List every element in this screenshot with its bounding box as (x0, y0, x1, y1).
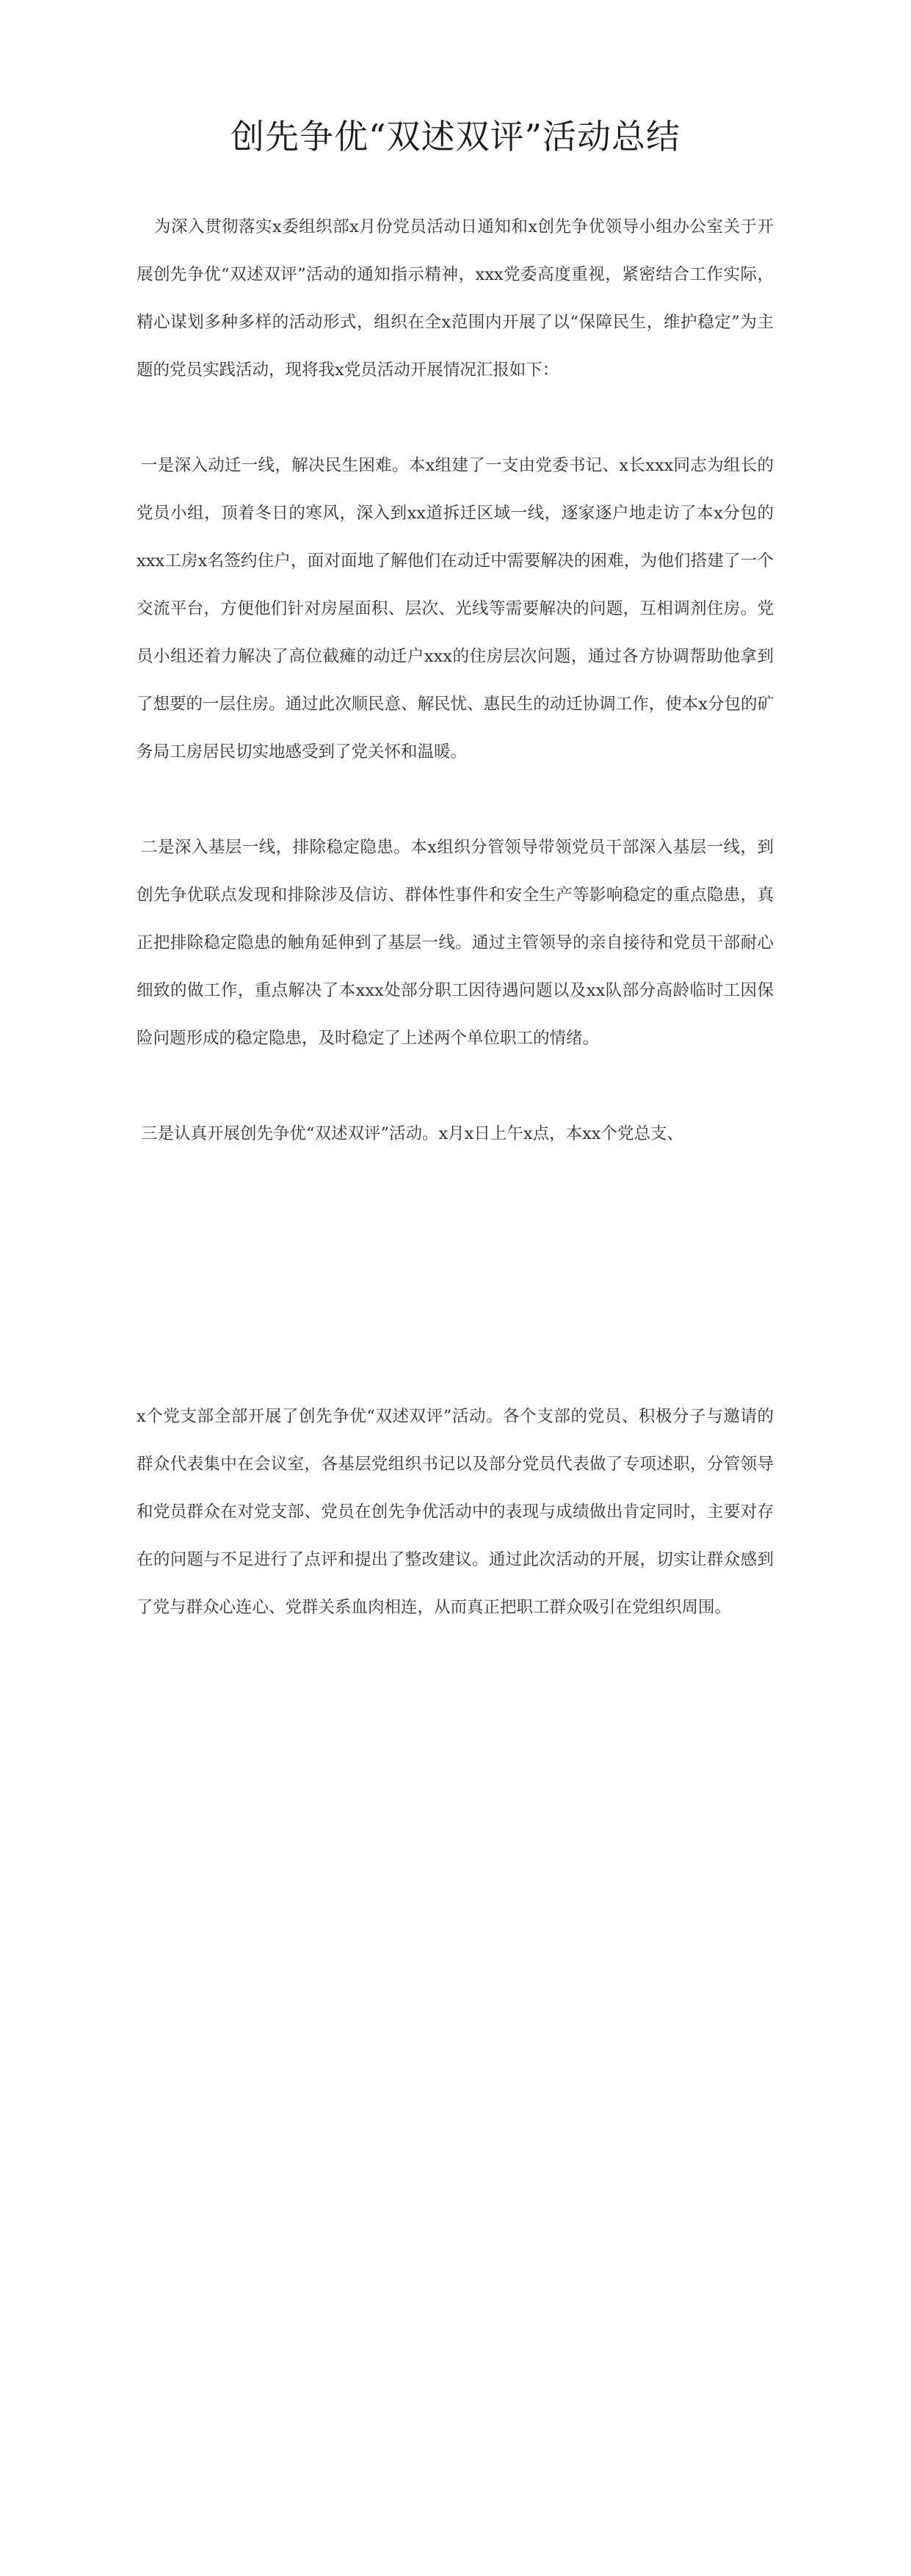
page-title: 创先争优“双述双评”活动总结 (230, 117, 681, 156)
intro-paragraph: 为深入贯彻落实x委组织部x月份党员活动日通知和x创先争优领导小组办公室关于开展创先争优“双述双评”活动的通知指示精神，xxx党委高度重视，紧密结合工作实际，精心谋划多种多样的活动形式，组织在全x范围内开展了以“保障民生，维护稳定”为主题的党员实践活动，现将我x党员活动开展情况汇报如下： (137, 217, 774, 380)
point-one-paragraph: 一是深入动迁一线，解决民生困难。本x组建了一支由党委书记、x长xxx同志为组长的党员小组，顶着冬日的寒风，深入到xx道拆迁区域一线，逐家逐户地走访了本x分包的xxx工房x名签约住户，面对面地了解他们在动迁中需要解决的困难，为他们搭建了一个交流平台，方便他们针对房屋面积、层次、光线等需要解决的问题，互相调剂住房。党员小组还着力解决了高位截瘫的动迁户xxx的住房层次问题，通过各方协调帮助他拿到了想要的一层住房。通过此次顺民意、解民忧、惠民生的动迁协调工作，使本x分包的矿务局工房居民切实地感受到了党关怀和温暖。 (137, 456, 774, 761)
point-three-paragraph: 三是认真开展创先争优“双述双评”活动。x月x日上午x点，本xx个党总支、 (141, 1124, 683, 1143)
point-two-paragraph: 二是深入基层一线，排除稳定隐患。本x组织分管领导带领党员干部深入基层一线，到创先争优联点发现和排除涉及信访、群体性事件和安全生产等影响稳定的重点隐患，真正把排除稳定隐患的触角延伸到了基层一线。通过主管领导的亲自接待和党员干部耐心细致的做工作，重点解决了本xxx处部分职工因待遇问题以及xx队部分高龄临时工因保险问题形成的稳定隐患，及时稳定了上述两个单位职工的情绪。 (137, 838, 774, 1048)
point-three-continuation-paragraph: x个党支部全部开展了创先争优“双述双评”活动。各个支部的党员、积极分子与邀请的群众代表集中在会议室，各基层党组织书记以及部分党员代表做了专项述职，分管领导和党员群众在对党支部、党员在创先争优活动中的表现与成绩做出肯定同时，主要对存在的问题与不足进行了点评和提出了整改建议。通过此次活动的开展，切实让群众感到了党与群众心连心、党群关系血肉相连，从而真正把职工群众吸引在党组织周围。 (137, 1407, 774, 1617)
